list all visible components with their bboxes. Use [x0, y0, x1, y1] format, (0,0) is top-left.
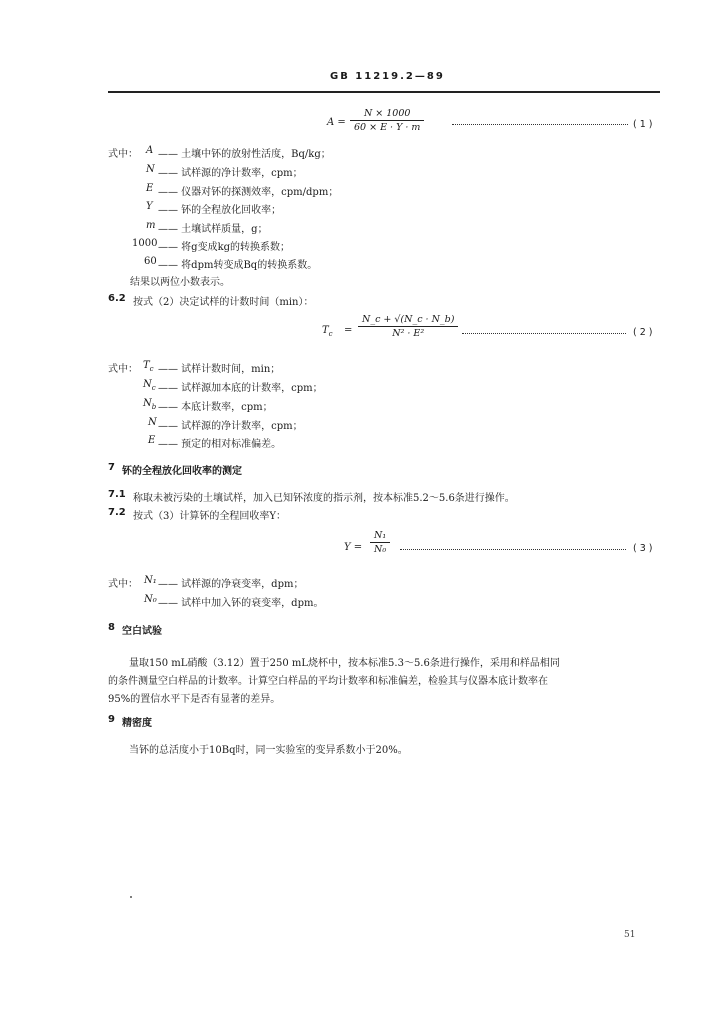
var-description: —— 将g变成kg的转换系数；	[158, 242, 291, 253]
var-description: —— 试样源加本底的计数率，cpm；	[158, 383, 323, 394]
eq2-lhs	[322, 325, 333, 338]
eq2-equals: =	[344, 325, 353, 336]
var-description: —— 预定的相对标准偏差。	[158, 439, 282, 450]
eq2-numerator: N_c + √(N_c · N_b)	[362, 314, 455, 325]
eq3-denominator: N₀	[374, 544, 387, 555]
section-6-2-text: 按式（2）决定试样的计数时间（min）：	[133, 297, 314, 308]
var-symbol-letter: N	[148, 417, 157, 428]
eq2-vars-intro: 式中：	[108, 364, 138, 375]
eq1-fraction	[350, 108, 424, 133]
var-symbol	[148, 435, 155, 448]
var-description: —— 仪器对钚的探测效率，cpm/dpm；	[158, 187, 339, 198]
section-9-text: 当钚的总活度小于10Bq时，同一实验室的变异系数小于20%。	[129, 745, 408, 756]
eq1-numerator: N × 1000	[363, 108, 411, 119]
var-symbol	[143, 360, 154, 373]
var-symbol: 1000	[132, 238, 158, 249]
var-symbol: 60	[144, 256, 157, 267]
section-7-2-number: 7.2	[108, 507, 126, 518]
var-symbol	[143, 398, 156, 411]
var-subscript: b	[151, 403, 157, 411]
var-description: —— 将dpm转变成Bq的转换系数。	[158, 260, 318, 271]
var-description: —— 本底计数率，cpm；	[158, 402, 273, 413]
eq2-leader-dots	[462, 333, 626, 334]
eq3-lhs: Y =	[344, 542, 363, 553]
var-symbol-letter: T	[143, 360, 150, 371]
var-description: —— 试样源的净计数率，cpm；	[158, 421, 303, 432]
eq3-leader-dots	[400, 549, 626, 550]
var-symbol	[143, 379, 156, 392]
var-description: —— 土壤试样质量，g；	[158, 224, 268, 235]
eq3-number: ( 3 )	[633, 543, 653, 554]
var-subscript: c	[149, 365, 154, 373]
var-symbol: N	[146, 164, 155, 175]
section-9-title: 精密度	[122, 718, 152, 729]
eq1-denominator: 60 × E · Y · m	[354, 122, 421, 133]
var-symbol: A	[146, 145, 154, 156]
var-description: —— 钚的全程放化回收率；	[158, 205, 282, 216]
var-symbol	[148, 417, 157, 430]
standard-code: GB 11219.2—89	[330, 71, 445, 82]
eq1-leader-dots	[452, 124, 628, 125]
var-symbol: E	[146, 183, 154, 194]
section-7-1-number: 7.1	[108, 489, 126, 500]
eq3-vars-intro: 式中：	[108, 579, 138, 590]
var-symbol-letter: N	[143, 379, 152, 390]
section-7-number: 7	[108, 462, 115, 473]
header-rule	[108, 91, 660, 93]
eq2-denominator: N² · E²	[392, 328, 425, 339]
var-description: —— 试样中加入钚的衰变率，dpm。	[158, 598, 324, 609]
var-symbol: Y	[146, 201, 153, 212]
result-note: 结果以两位小数表示。	[130, 277, 230, 288]
var-subscript: c	[151, 384, 156, 392]
eq1-vars-intro: 式中：	[108, 149, 138, 160]
var-symbol: N₁	[144, 575, 157, 586]
page-number: 51	[624, 930, 636, 940]
section-8-line: 量取150 mL硝酸（3.12）置于250 mL烧杯中，按本标准5.3～5.6条进行操作，采用和样品相同	[129, 658, 560, 669]
section-8-line: 95%的置信水平下是否有显著的差异。	[108, 694, 281, 705]
var-symbol-letter: E	[148, 435, 156, 446]
eq2-lhs-symbol: T	[322, 325, 329, 336]
section-6-2-number: 6.2	[108, 293, 126, 304]
eq3-numerator: N₁	[374, 530, 387, 541]
eq2-lhs-subscript: c	[328, 330, 333, 338]
var-description: —— 试样源的净计数率，cpm；	[158, 168, 303, 179]
var-symbol: N₀	[144, 594, 157, 605]
eq1-number: ( 1 )	[633, 119, 653, 130]
section-8-number: 8	[108, 622, 115, 633]
scan-speck	[130, 896, 132, 898]
eq3-fraction	[370, 530, 390, 555]
section-7-title: 钚的全程放化回收率的测定	[122, 466, 242, 477]
var-description: —— 试样源的净衰变率，dpm；	[158, 579, 304, 590]
section-9-number: 9	[108, 714, 115, 725]
var-description: —— 试样计数时间，min；	[158, 364, 281, 375]
section-7-1-text: 称取未被污染的土壤试样，加入已知钚浓度的指示剂，按本标准5.2～5.6条进行操作。	[133, 493, 515, 504]
section-7-2-text: 按式（3）计算钚的全程回收率Y：	[133, 511, 286, 522]
var-symbol-letter: N	[143, 398, 152, 409]
var-description: —— 土壤中钚的放射性活度，Bq/kg；	[158, 149, 331, 160]
eq1-lhs: A =	[327, 117, 346, 128]
var-symbol: m	[146, 220, 156, 231]
eq2-number: ( 2 )	[633, 327, 653, 338]
section-8-line: 的条件测量空白样品的计数率。计算空白样品的平均计数率和标准偏差，检验其与仪器本底计数率在	[108, 676, 548, 687]
section-8-title: 空白试验	[122, 626, 162, 637]
eq2-fraction	[358, 314, 458, 339]
